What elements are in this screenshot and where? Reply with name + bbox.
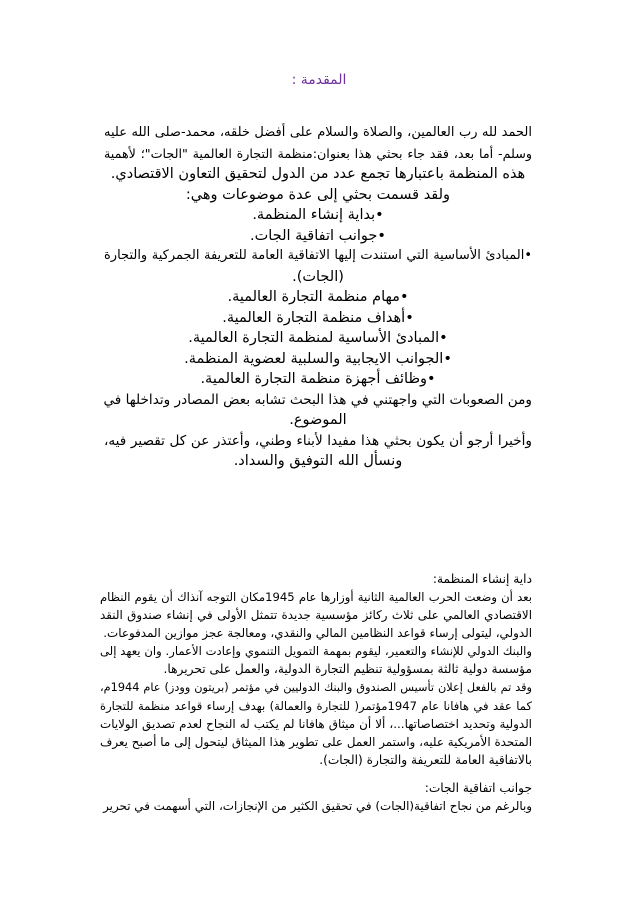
toc-item: •أهداف منظمة التجارة العالمية. (222, 309, 414, 326)
section-line: بالاتفاقية العامة للتعريفة والتجارة (الجات). (319, 752, 532, 767)
intro-line: الحمد لله رب العالمين، والصلاة والسلام على أفضل خلقه، محمد-صلى الله عليه (104, 125, 532, 140)
section-gatt (100, 779, 532, 815)
toc-item: •المبادئ الأساسية لمنظمة التجارة العالمية. (188, 330, 448, 346)
section-title: داية إنشاء المنظمة: (432, 572, 532, 586)
toc-item: •جوانب اتفاقية الجات. (250, 227, 386, 244)
section-line: وبالرغم من نجاح اتفاقية(الجات) في تحقيق الكثير من الإنجازات، التي أسهمت في تحرير (103, 799, 532, 814)
toc-item: •بداية إنشاء المنظمة. (252, 207, 384, 223)
toc-item: •مهام منظمة التجارة العالمية. (227, 289, 409, 305)
toc-item: •المبادئ الأساسية التي استندت إليها الاتفاقية العامة للتعريفة الجمركية والتجارة (104, 248, 532, 263)
intro-paragraph (104, 123, 532, 472)
intro-line: ونسأل الله التوفيق والسداد. (233, 453, 403, 469)
section-line: المتحدة الأمريكية عليه، واستمر العمل على تطوير هذا الميثاق ليتحول إلى ما أصبح يعرف (100, 734, 532, 749)
section-start (100, 570, 532, 769)
section-line: بعد أن وضعت الحرب العالمية الثانية أوزارها عام 1945مكان التوجه آنذاك أن يقوم النظام (100, 590, 532, 605)
intro-heading: المقدمة : (291, 72, 347, 88)
section-line: كما عقد في هافانا عام 1947مؤتمر( للتجارة والعمالة) بهدف إرساء قواعد منظمة للتجارة (100, 698, 532, 713)
intro-line: ولقد قسمت بحثي إلى عدة موضوعات وهي: (185, 186, 451, 203)
section-line: والبنك الدولي للإنشاء والتعمير، ليقوم بمهمة التمويل التنموي وإعادت الأعمار. وان يعهد إلى (100, 644, 532, 659)
toc-item-cont: (الجات). (292, 268, 344, 285)
intro-line: هذه المنظمة باعتبارها تجمع عدد من الدول لتحقيق التعاون الاقتصادي. (110, 166, 526, 182)
toc-item: •الجوانب الايجابية والسلبية لعضوية المنظمة. (184, 350, 452, 367)
section-line: الدولية وتحديد اختصاصاتها...، ألا أن ميثاق هافانا لم يكتب له النجاح لعدم تصديق الولايات (100, 716, 532, 731)
section-line: الدولي، ليتولى إرساء قواعد النظامين المالي والنقدي، ومعالجة عجز موازين المدفوعات. (103, 626, 532, 641)
section-line: مؤسسة دولية ثالثة بمسؤولية تنظيم التجارة الدولية، والعمل على تحريرها. (163, 662, 532, 677)
toc-item: •وظائف أجهزة منظمة التجارة العالمية. (200, 371, 436, 387)
intro-line: الموضوع. (289, 412, 347, 428)
section-line: وقد تم بالفعل إعلان تأسيس الصندوق والبنك الدوليين في مؤتمر (بريتون وودز) عام 1944م، (100, 680, 532, 694)
intro-line: وسلم- أما بعد، فقد جاء بحثي هذا بعنوان:منظمة التجارة العالمية "الجات"؛ لأهمية (104, 145, 532, 161)
intro-line: ومن الصعوبات التي واجهتني في هذا البحث تشابه بعض المصادر وتداخلها في (103, 391, 532, 408)
intro-line: وأخيرا أرجو أن يكون بحثي هذا مفيدا لأبناء وطني، وأعتذر عن كل تقصير فيه، (104, 432, 532, 449)
section-title: جوانب اتفاقية الجات: (424, 781, 532, 795)
section-line: الاقتصادي العالمي على ثلاث ركائز مؤسسية جديدة تتمثل الأولى في إنشاء صندوق النقد (100, 608, 532, 623)
